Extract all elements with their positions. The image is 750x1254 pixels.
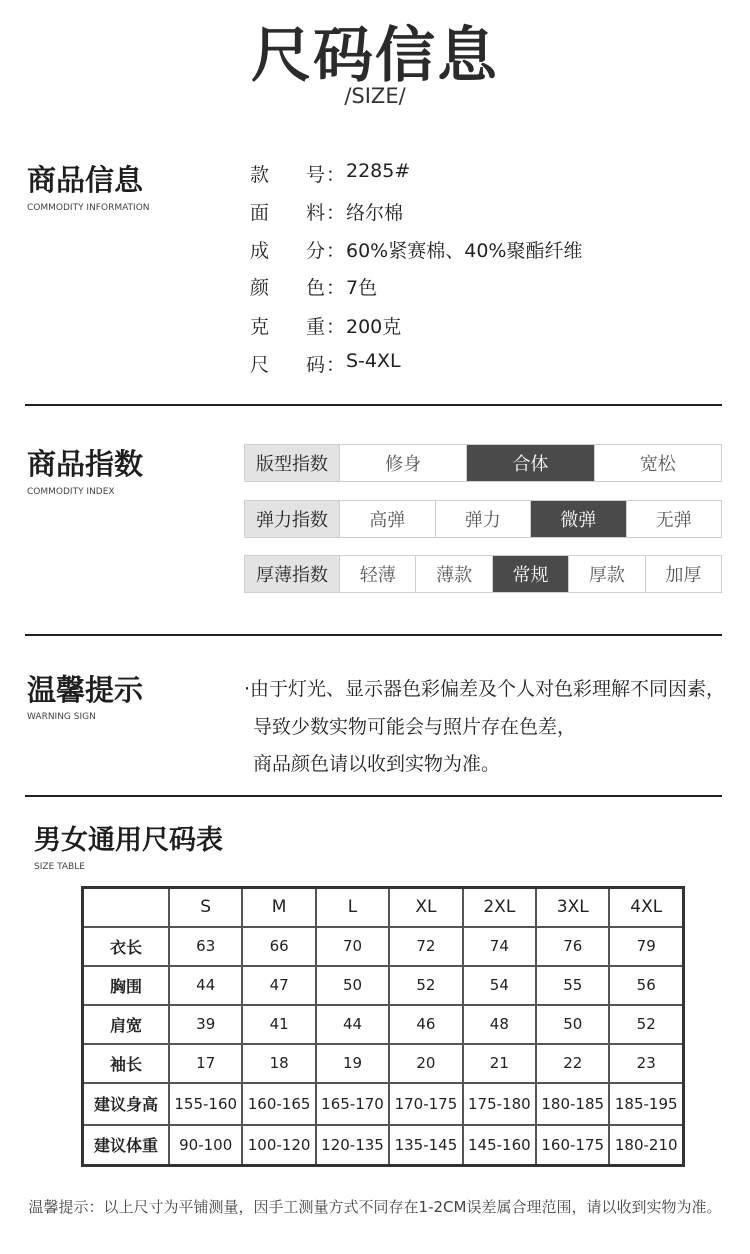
commodity-index-subheading: COMMODITY INDEX — [27, 487, 115, 497]
size-cell: 79 — [609, 927, 683, 966]
info-value: 200克 — [346, 316, 402, 338]
warning-line: 商品颜色请以收到实物为准。 — [253, 753, 501, 775]
size-cell: 74 — [463, 927, 536, 966]
size-cell: 52 — [389, 966, 462, 1005]
size-cell: 155-160 — [169, 1083, 242, 1125]
info-key-1: 面 — [250, 202, 270, 224]
size-cell: 175-180 — [463, 1083, 536, 1125]
size-column-header: 3XL — [536, 888, 609, 927]
size-cell: 180-185 — [536, 1083, 609, 1125]
size-column-header: 4XL — [609, 888, 683, 927]
size-cell: 22 — [536, 1044, 609, 1083]
size-cell: 66 — [242, 927, 315, 966]
page-subtitle: /SIZE/ — [344, 84, 406, 108]
size-table-heading: 男女通用尺码表 — [34, 825, 223, 856]
info-key-2: 码 — [306, 354, 326, 376]
size-cell: 185-195 — [609, 1083, 683, 1125]
info-colon: ： — [326, 316, 346, 338]
size-cell: 48 — [463, 1005, 536, 1044]
info-value: 2285# — [346, 160, 411, 182]
size-column-header: XL — [389, 888, 462, 927]
info-key-2: 重 — [306, 316, 326, 338]
size-cell: 100-120 — [242, 1125, 315, 1166]
index-option-selected: 常规 — [492, 556, 568, 592]
size-cell: 39 — [169, 1005, 242, 1044]
size-row-label: 衣长 — [83, 927, 170, 966]
size-table-row — [83, 1083, 684, 1125]
size-cell: 18 — [242, 1044, 315, 1083]
size-cell: 160-175 — [536, 1125, 609, 1166]
size-cell: 63 — [169, 927, 242, 966]
size-cell: 50 — [536, 1005, 609, 1044]
size-row-label: 袖长 — [83, 1044, 170, 1083]
size-cell: 120-135 — [316, 1125, 389, 1166]
info-colon: ： — [326, 277, 346, 299]
info-key-1: 尺 — [250, 354, 270, 376]
index-option: 厚款 — [568, 556, 644, 592]
commodity-info-heading: 商品信息 — [27, 163, 144, 197]
size-cell: 47 — [242, 966, 315, 1005]
size-cell: 52 — [609, 1005, 683, 1044]
warning-line: 导致少数实物可能会与照片存在色差， — [253, 716, 577, 738]
index-row — [244, 555, 722, 593]
index-option: 修身 — [339, 445, 466, 481]
size-cell: 70 — [316, 927, 389, 966]
info-value: 60%紧赛棉、40%聚酯纤维 — [346, 240, 583, 262]
info-colon: ： — [326, 354, 346, 376]
size-cell: 46 — [389, 1005, 462, 1044]
info-key-2: 料 — [306, 202, 326, 224]
size-row-label: 建议体重 — [83, 1125, 170, 1166]
info-value: S-4XL — [346, 350, 401, 372]
footer-note: 温馨提示：以上尺寸为平铺测量，因手工测量方式不同存在1-2CM误差属合理范围，请以收到实物为准。 — [28, 1198, 722, 1216]
size-cell: 21 — [463, 1044, 536, 1083]
size-cell: 55 — [536, 966, 609, 1005]
size-cell: 90-100 — [169, 1125, 242, 1166]
size-column-header: L — [316, 888, 389, 927]
index-option-selected: 合体 — [466, 445, 593, 481]
size-row-label: 建议身高 — [83, 1083, 170, 1125]
divider — [25, 404, 722, 406]
info-colon: ： — [326, 164, 346, 186]
divider — [25, 795, 722, 797]
info-key-1: 克 — [250, 316, 270, 338]
page-title: 尺码信息 — [251, 21, 499, 91]
index-row — [244, 500, 722, 538]
size-cell: 50 — [316, 966, 389, 1005]
index-option: 高弹 — [339, 501, 435, 537]
size-cell: 135-145 — [389, 1125, 462, 1166]
info-key-1: 颜 — [250, 277, 270, 299]
size-cell: 72 — [389, 927, 462, 966]
size-cell: 76 — [536, 927, 609, 966]
size-table-row — [83, 927, 684, 966]
size-cell: 54 — [463, 966, 536, 1005]
size-table — [81, 886, 685, 1167]
size-table-row — [83, 1005, 684, 1044]
size-table-row — [83, 1044, 684, 1083]
index-option: 宽松 — [594, 445, 721, 481]
size-table-header-row — [83, 888, 684, 927]
size-row-label: 肩宽 — [83, 1005, 170, 1044]
index-label: 版型指数 — [245, 445, 339, 481]
size-cell: 145-160 — [463, 1125, 536, 1166]
size-cell: 160-165 — [242, 1083, 315, 1125]
index-label: 弹力指数 — [245, 501, 339, 537]
size-column-header: S — [169, 888, 242, 927]
commodity-info-subheading: COMMODITY INFORMATION — [27, 203, 150, 213]
index-option: 无弹 — [626, 501, 722, 537]
size-cell: 20 — [389, 1044, 462, 1083]
warning-subheading: WARNING SIGN — [27, 712, 96, 722]
info-key-1: 成 — [250, 240, 270, 262]
size-cell: 23 — [609, 1044, 683, 1083]
commodity-index-heading: 商品指数 — [27, 447, 144, 481]
index-option: 加厚 — [645, 556, 721, 592]
index-option-selected: 微弹 — [530, 501, 626, 537]
size-cell: 44 — [316, 1005, 389, 1044]
warning-line: ·由于灯光、显示器色彩偏差及个人对色彩理解不同因素， — [244, 678, 726, 700]
size-table-row — [83, 966, 684, 1005]
info-value: 络尔棉 — [346, 202, 404, 224]
size-column-header: M — [242, 888, 315, 927]
size-table-subheading: SIZE TABLE — [34, 862, 85, 872]
size-cell: 19 — [316, 1044, 389, 1083]
size-cell: 17 — [169, 1044, 242, 1083]
index-row — [244, 444, 722, 482]
size-cell: 44 — [169, 966, 242, 1005]
index-option: 轻薄 — [339, 556, 415, 592]
info-key-2: 分 — [306, 240, 326, 262]
info-colon: ： — [326, 202, 346, 224]
size-cell: 180-210 — [609, 1125, 683, 1166]
size-cell: 41 — [242, 1005, 315, 1044]
info-value: 7色 — [346, 277, 378, 299]
size-cell: 165-170 — [316, 1083, 389, 1125]
size-table-corner — [83, 888, 170, 927]
info-key-2: 号 — [306, 164, 326, 186]
size-row-label: 胸围 — [83, 966, 170, 1005]
size-table-row — [83, 1125, 684, 1166]
size-cell: 56 — [609, 966, 683, 1005]
divider — [25, 634, 722, 636]
index-option: 弹力 — [435, 501, 531, 537]
index-option: 薄款 — [415, 556, 491, 592]
info-key-1: 款 — [250, 164, 270, 186]
size-column-header: 2XL — [463, 888, 536, 927]
info-key-2: 色 — [306, 277, 326, 299]
size-cell: 170-175 — [389, 1083, 462, 1125]
info-colon: ： — [326, 240, 346, 262]
warning-heading: 温馨提示 — [27, 673, 144, 707]
index-label: 厚薄指数 — [245, 556, 339, 592]
